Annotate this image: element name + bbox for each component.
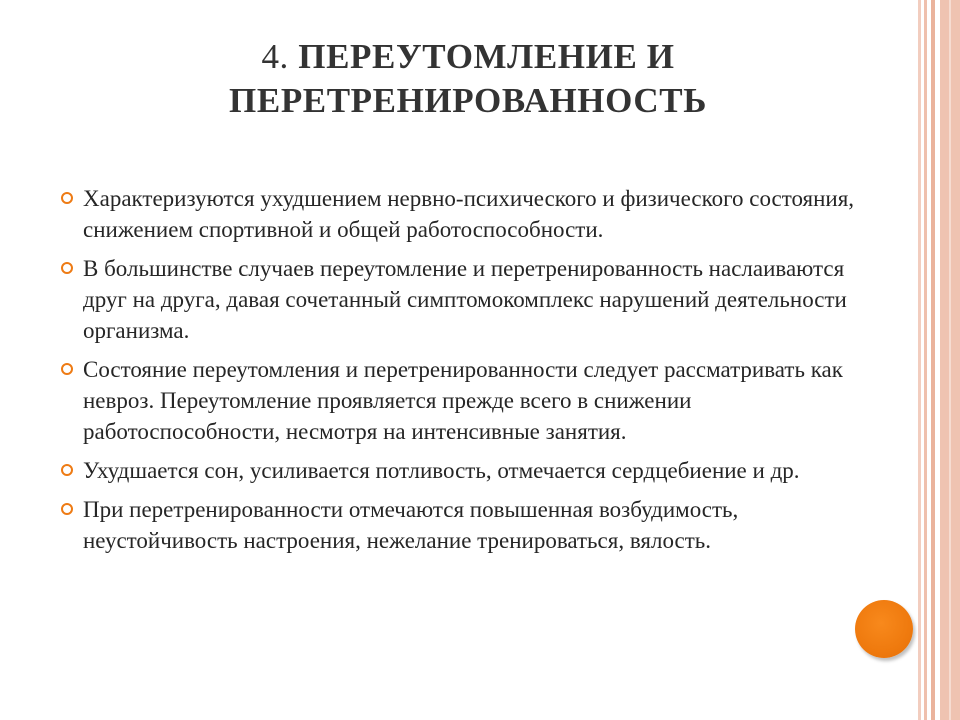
list-item bbox=[60, 494, 890, 556]
list-item bbox=[60, 354, 890, 447]
list-item bbox=[60, 253, 890, 346]
bullet-text: Состояние переутомления и перетренированности следует рассматривать как невроз. Переутомление проявляется прежде всего в снижении работоспособности, несмотря на интенсивные занятия. bbox=[83, 357, 843, 444]
title-line-1: ПЕРЕУТОМЛЕНИЕ И bbox=[298, 37, 675, 76]
circle-bullet-icon bbox=[61, 464, 73, 476]
bullet-text: При перетренированности отмечаются повышенная возбудимость, неустойчивость настроения, нежелание тренироваться, вялость. bbox=[83, 497, 739, 553]
decorative-stripe bbox=[918, 0, 921, 720]
list-item bbox=[60, 455, 890, 486]
bullet-text: В большинстве случаев переутомление и перетренированность наслаиваются друг на друга, давая сочетанный симптомокомплекс нарушений деятельности организма. bbox=[83, 256, 847, 343]
decorative-stripe bbox=[924, 0, 927, 720]
circle-bullet-icon bbox=[61, 503, 73, 515]
title-line-2: ПЕРЕТРЕНИРОВАННОСТЬ bbox=[229, 81, 707, 120]
orange-circle-decoration bbox=[855, 600, 913, 658]
bullet-list bbox=[60, 183, 890, 564]
bullet-text: Ухудшается сон, усиливается потливость, отмечается сердцебиение и др. bbox=[83, 458, 800, 483]
circle-bullet-icon bbox=[61, 262, 73, 274]
decorative-stripe bbox=[931, 0, 935, 720]
bullet-text: Характеризуются ухудшением нервно-психического и физического состояния, снижением спортивной и общей работоспособности. bbox=[83, 186, 855, 242]
circle-bullet-icon bbox=[61, 363, 73, 375]
title-number: 4. bbox=[261, 37, 289, 76]
list-item bbox=[60, 183, 890, 245]
slide-title bbox=[118, 35, 818, 123]
decorative-stripe bbox=[949, 0, 951, 720]
circle-bullet-icon bbox=[61, 192, 73, 204]
